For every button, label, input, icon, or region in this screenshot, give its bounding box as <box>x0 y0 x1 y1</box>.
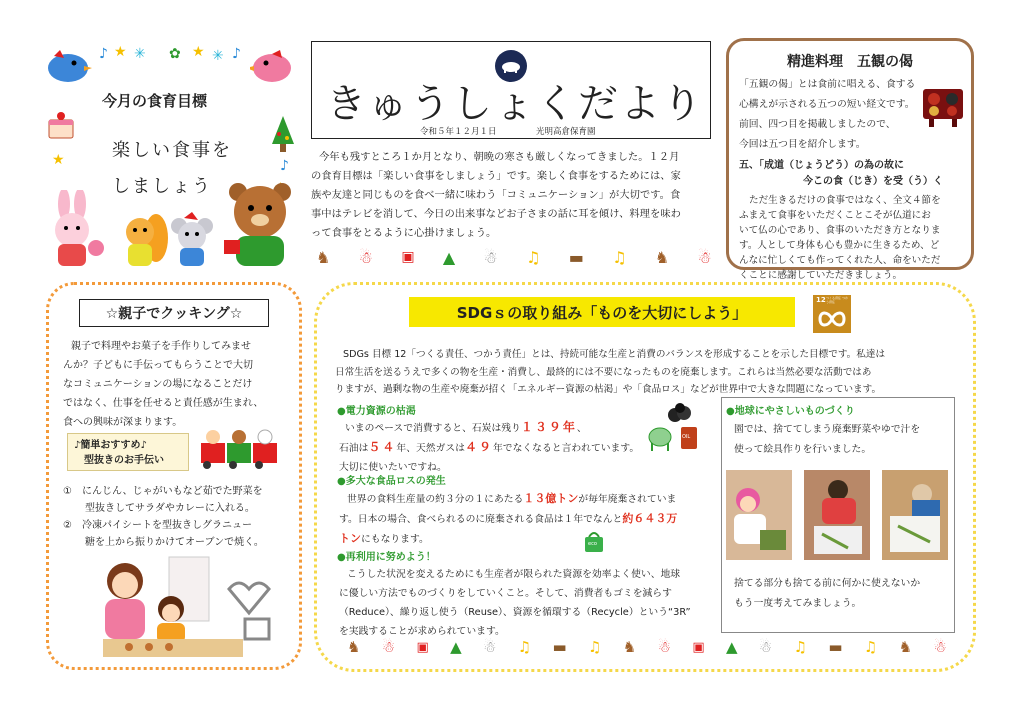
snowflake-icon: ✳ <box>212 48 224 64</box>
section-reuse-heading: ●再利用に努めよう！ <box>337 552 436 563</box>
santa-icon: ☃ <box>697 247 712 267</box>
reindeer-icon: ♞ <box>622 638 637 656</box>
gokan-body-line: す。人として身体も心も豊かに生きるため、ど <box>739 240 940 251</box>
cooking-line: 食への興味が深まります。 <box>63 417 183 428</box>
bell-icon: ♫ <box>612 247 627 267</box>
intro-paragraph <box>311 148 711 243</box>
painting-photo-3 <box>882 470 948 560</box>
infinity-icon <box>818 309 846 329</box>
snowman-icon: ☃ <box>483 247 498 267</box>
sdgs-intro-line: りますが、過剰な物の生産や廃棄が招く「エネルギー資源の枯渇」や「食品ロス」などが世界中で大きな問題になっています。 <box>335 384 882 395</box>
organization-name: 光明高倉保育園 <box>536 127 596 137</box>
santa-icon: ☃ <box>657 638 672 656</box>
christmas-icon-strip <box>316 244 712 270</box>
lacquer-tray-icon <box>921 85 965 129</box>
music-note-icon: ♪ <box>99 46 108 62</box>
earth-friendly-box <box>721 397 955 633</box>
reindeer-icon: ♞ <box>898 638 913 656</box>
cooking-intro <box>63 337 263 432</box>
intro-line: 今年も残すところ１か月となり、朝晩の寒さも厳しくなってきました。１２月 <box>319 151 680 163</box>
intro-line: 族や友達と同じものを食べ一緒に味わう「コミュニケーション」が大切です。食 <box>311 189 681 201</box>
gokan-body-line: くことに感謝していただきましょう。 <box>739 270 903 281</box>
gokan-line: 前回、四つ目を掲載しましたので、 <box>739 119 896 130</box>
energy-line-3: 大切に使いたいですね。 <box>339 462 447 473</box>
cooking-line: んか？子どもに手伝ってもらうことで大切 <box>63 360 253 371</box>
cooking-line: 親子で料理やお菓子を手作りしてみませ <box>71 341 251 352</box>
world-food-waste: １３億トン <box>523 492 579 505</box>
bear-illustration <box>224 178 296 270</box>
text: が毎年廃棄されていま <box>578 494 677 505</box>
gokan-body <box>739 193 941 283</box>
mouse-illustration <box>170 212 214 268</box>
sdgs-title-box <box>409 297 795 327</box>
santa-icon: ☃ <box>933 638 947 656</box>
gift-icon: ▣ <box>692 639 705 655</box>
japan-food-waste-unit: トン <box>339 532 361 545</box>
cooking-title: ☆親子でクッキング☆ <box>105 306 243 322</box>
coal-years: １３９年 <box>520 420 577 434</box>
newsletter-title: きゅうしょくだより <box>326 81 704 127</box>
painting-photo-1 <box>726 470 792 560</box>
painting-photo-2 <box>804 470 870 560</box>
tree-icon: ▲ <box>450 638 462 656</box>
section-foodloss-body <box>339 489 677 549</box>
christmas-tree-icon <box>270 114 296 154</box>
bell-icon: ♫ <box>517 638 532 656</box>
cake-log-icon: ▬ <box>552 638 567 656</box>
text: 石油は <box>339 443 369 454</box>
holly-icon: ✿ <box>169 46 181 62</box>
foodloss-line-1 <box>339 489 677 509</box>
recipe-title-2: 型抜きのお手伝い <box>84 455 164 466</box>
goal-line-2: しましょう <box>112 176 212 197</box>
masthead-box <box>311 41 711 139</box>
reuse-line: に優しい方法でものづくりをしていくこと。そして、消費者もゴミを減らす <box>339 588 672 599</box>
badge-text: つくる責任 つかう責任 <box>826 296 848 304</box>
reindeer-icon: ♞ <box>316 247 331 267</box>
foodloss-line-3 <box>339 529 677 549</box>
text: 、 <box>576 423 587 434</box>
text: 年でなくなると言われています。 <box>493 443 640 454</box>
text: す。日本の場合、食べられるのに廃棄される食品は１年でなんと <box>339 514 623 525</box>
tree-icon: ▲ <box>442 247 456 267</box>
christmas-icon-strip-bottom <box>347 635 947 659</box>
bell-icon: ♫ <box>526 247 541 267</box>
step-2: ② 冷凍パイシートを型抜きしグラニュー <box>63 520 252 531</box>
text: 世界の食料生産量の約３分の１にあたる <box>347 494 524 505</box>
snowflake-icon: ✳ <box>134 46 146 62</box>
cooking-line: ではなく、仕事を任せると責任感が生まれ、 <box>63 398 264 409</box>
earth-line: 使って絵具作りを行いました。 <box>734 444 872 455</box>
text: にもなります。 <box>361 534 429 545</box>
gokan-verse-1: 五、「成道（じょうどう）の為の故に <box>739 160 904 171</box>
cake-log-icon: ▬ <box>828 638 843 656</box>
gokan-intro <box>739 75 915 155</box>
goal-panel <box>44 40 296 272</box>
bell-icon: ♫ <box>588 638 602 656</box>
sdgs-panel <box>314 282 976 672</box>
intro-line: って食事をとるように心掛けましょう。 <box>311 227 497 239</box>
music-note-icon: ♪ <box>280 158 289 174</box>
snowman-icon: ☃ <box>758 638 773 656</box>
step-1: ① にんじん、じゃがいもなど茹でた野菜を <box>63 486 263 497</box>
cooking-title-box <box>79 299 269 327</box>
reuse-line: を実践することが求められています。 <box>339 626 505 637</box>
gokan-verse-2: 今この食（じき）を受（う）く <box>803 176 943 187</box>
reindeer-icon: ♞ <box>347 638 361 656</box>
intro-line: 事中はテレビを消して、今日の出来事などお子さまの話に耳を傾け、料理を味わ <box>311 208 681 220</box>
parent-child-cooking-illustration <box>89 553 295 661</box>
cake-icon <box>46 108 76 140</box>
earth-line: 捨てる部分も捨てる前に何かに使えないか <box>734 578 921 589</box>
coal-icon <box>667 403 693 423</box>
energy-line-2 <box>339 438 639 458</box>
earth-line: もう一度考えてみましょう。 <box>734 598 862 609</box>
foodloss-line-2 <box>339 509 677 529</box>
gokan-line: 今回は五つ目を紹介します。 <box>739 139 866 150</box>
snowman-icon: ☃ <box>483 638 497 656</box>
cake-log-icon: ▬ <box>568 247 584 267</box>
tree-icon: ▲ <box>725 638 738 656</box>
gokan-title: 精進料理 五観の偈 <box>787 54 913 70</box>
section-energy-body <box>339 418 640 477</box>
recipe-steps <box>63 483 264 551</box>
train-illustration <box>199 427 281 471</box>
music-note-icon: ♪ <box>232 46 241 62</box>
bird-icon <box>250 50 296 84</box>
gokan-body-line: んなに忙しくても作ってくれた人、命をいただ <box>739 255 941 266</box>
cooking-line: なコミュニケーションの場になることだけ <box>63 379 253 390</box>
gas-tank-icon <box>647 427 673 451</box>
eco-bag-icon <box>583 531 605 553</box>
gokan-body-line: ふまえて食事をいただくことこそが仏道にお <box>739 210 931 221</box>
intro-line: の食育目標は「楽しい食事をしましょう」です。楽しく食事をするためには、家 <box>311 170 681 182</box>
oil-drum-icon <box>681 427 697 449</box>
eco-label: eco <box>588 541 597 547</box>
earth-line: 園では、捨ててしまう廃棄野菜やゆで汁を <box>734 424 921 435</box>
energy-line-1 <box>345 418 639 438</box>
section-foodloss-heading: ●多大な食品ロスの発生 <box>337 476 446 487</box>
gokan-panel <box>726 38 974 281</box>
earth-closing <box>734 574 920 614</box>
gift-icon: ▣ <box>416 639 429 655</box>
sdgs-intro <box>335 346 885 399</box>
star-icon: ★ <box>52 152 65 168</box>
gift-icon: ▣ <box>401 249 415 265</box>
bell-icon: ♫ <box>793 638 808 656</box>
section-energy-heading: ●電力資源の枯渇 <box>337 406 416 417</box>
goal-heading: 今月の食育目標 <box>102 92 208 110</box>
oil-drum-label: OIL <box>682 434 691 440</box>
section-reuse-body <box>339 565 691 641</box>
reindeer-icon: ♞ <box>654 247 670 267</box>
bell-icon: ♫ <box>863 638 878 656</box>
japan-food-waste: 約６４３万 <box>622 512 678 525</box>
star-icon: ★ <box>114 44 127 60</box>
squirrel-illustration <box>120 208 168 268</box>
reuse-line: （Reduce）、繰り返し使う（Reuse）、資源を循環する（Recycle）という“3R” <box>339 607 691 618</box>
bird-icon <box>44 50 92 84</box>
oil-years: ５４ <box>368 440 397 454</box>
sdgs-intro-line: 日常生活を送るうえで多くの物を生産・消費し、最終的には不要になったものを廃棄します。これらは当然必要な活動ではあ <box>335 366 872 378</box>
gokan-body-line: いて仏の心であり、食事のいただき方となりま <box>739 225 941 236</box>
reuse-line: こうした状況を変えるためにも生産者が限られた資源を効率よく使い、地球 <box>347 569 681 580</box>
step-1-cont: 型抜きしてサラダやカレーに入れる。 <box>85 503 255 514</box>
goal-line-1: 楽しい食事を <box>112 140 232 161</box>
star-icon: ★ <box>192 44 205 60</box>
sdgs-title: SDGｓの取り組み「ものを大切にしよう」 <box>456 303 748 322</box>
gokan-line: 「五観の偈」とは食前に唱える、食する <box>739 79 916 90</box>
sdg-12-badge <box>813 295 851 333</box>
earth-body <box>734 420 920 460</box>
gokan-body-line: ただ生きるだけの食事ではなく、全文４節を <box>749 195 941 206</box>
text: 年、天然ガスは <box>396 443 465 454</box>
gas-years: ４９ <box>464 440 493 454</box>
badge-number: 12 <box>816 296 826 304</box>
recipe-label-box <box>67 433 189 471</box>
recipe-title-1: ♪簡単おすすめ♪ <box>74 440 147 451</box>
step-2-cont: 糖を上から振りかけてオーブンで焼く。 <box>85 537 264 548</box>
earth-heading: ●地球にやさしいものづくり <box>726 406 855 417</box>
text: いまのペースで消費すると、石炭は残り <box>345 423 521 434</box>
santa-icon: ☃ <box>381 638 396 656</box>
cooking-panel <box>46 282 302 670</box>
issue-date: 令和５年１２月１日 <box>420 127 497 137</box>
sdgs-intro-line: SDGs 目標 12「つくる責任、つかう責任」とは、持続可能な生産と消費のバランスを形成することを示した目標です。私達は <box>343 349 886 360</box>
santa-icon: ☃ <box>358 247 373 267</box>
rabbit-illustration <box>44 190 106 268</box>
gokan-line: 心構えが示される五つの短い経文です。 <box>739 99 915 110</box>
